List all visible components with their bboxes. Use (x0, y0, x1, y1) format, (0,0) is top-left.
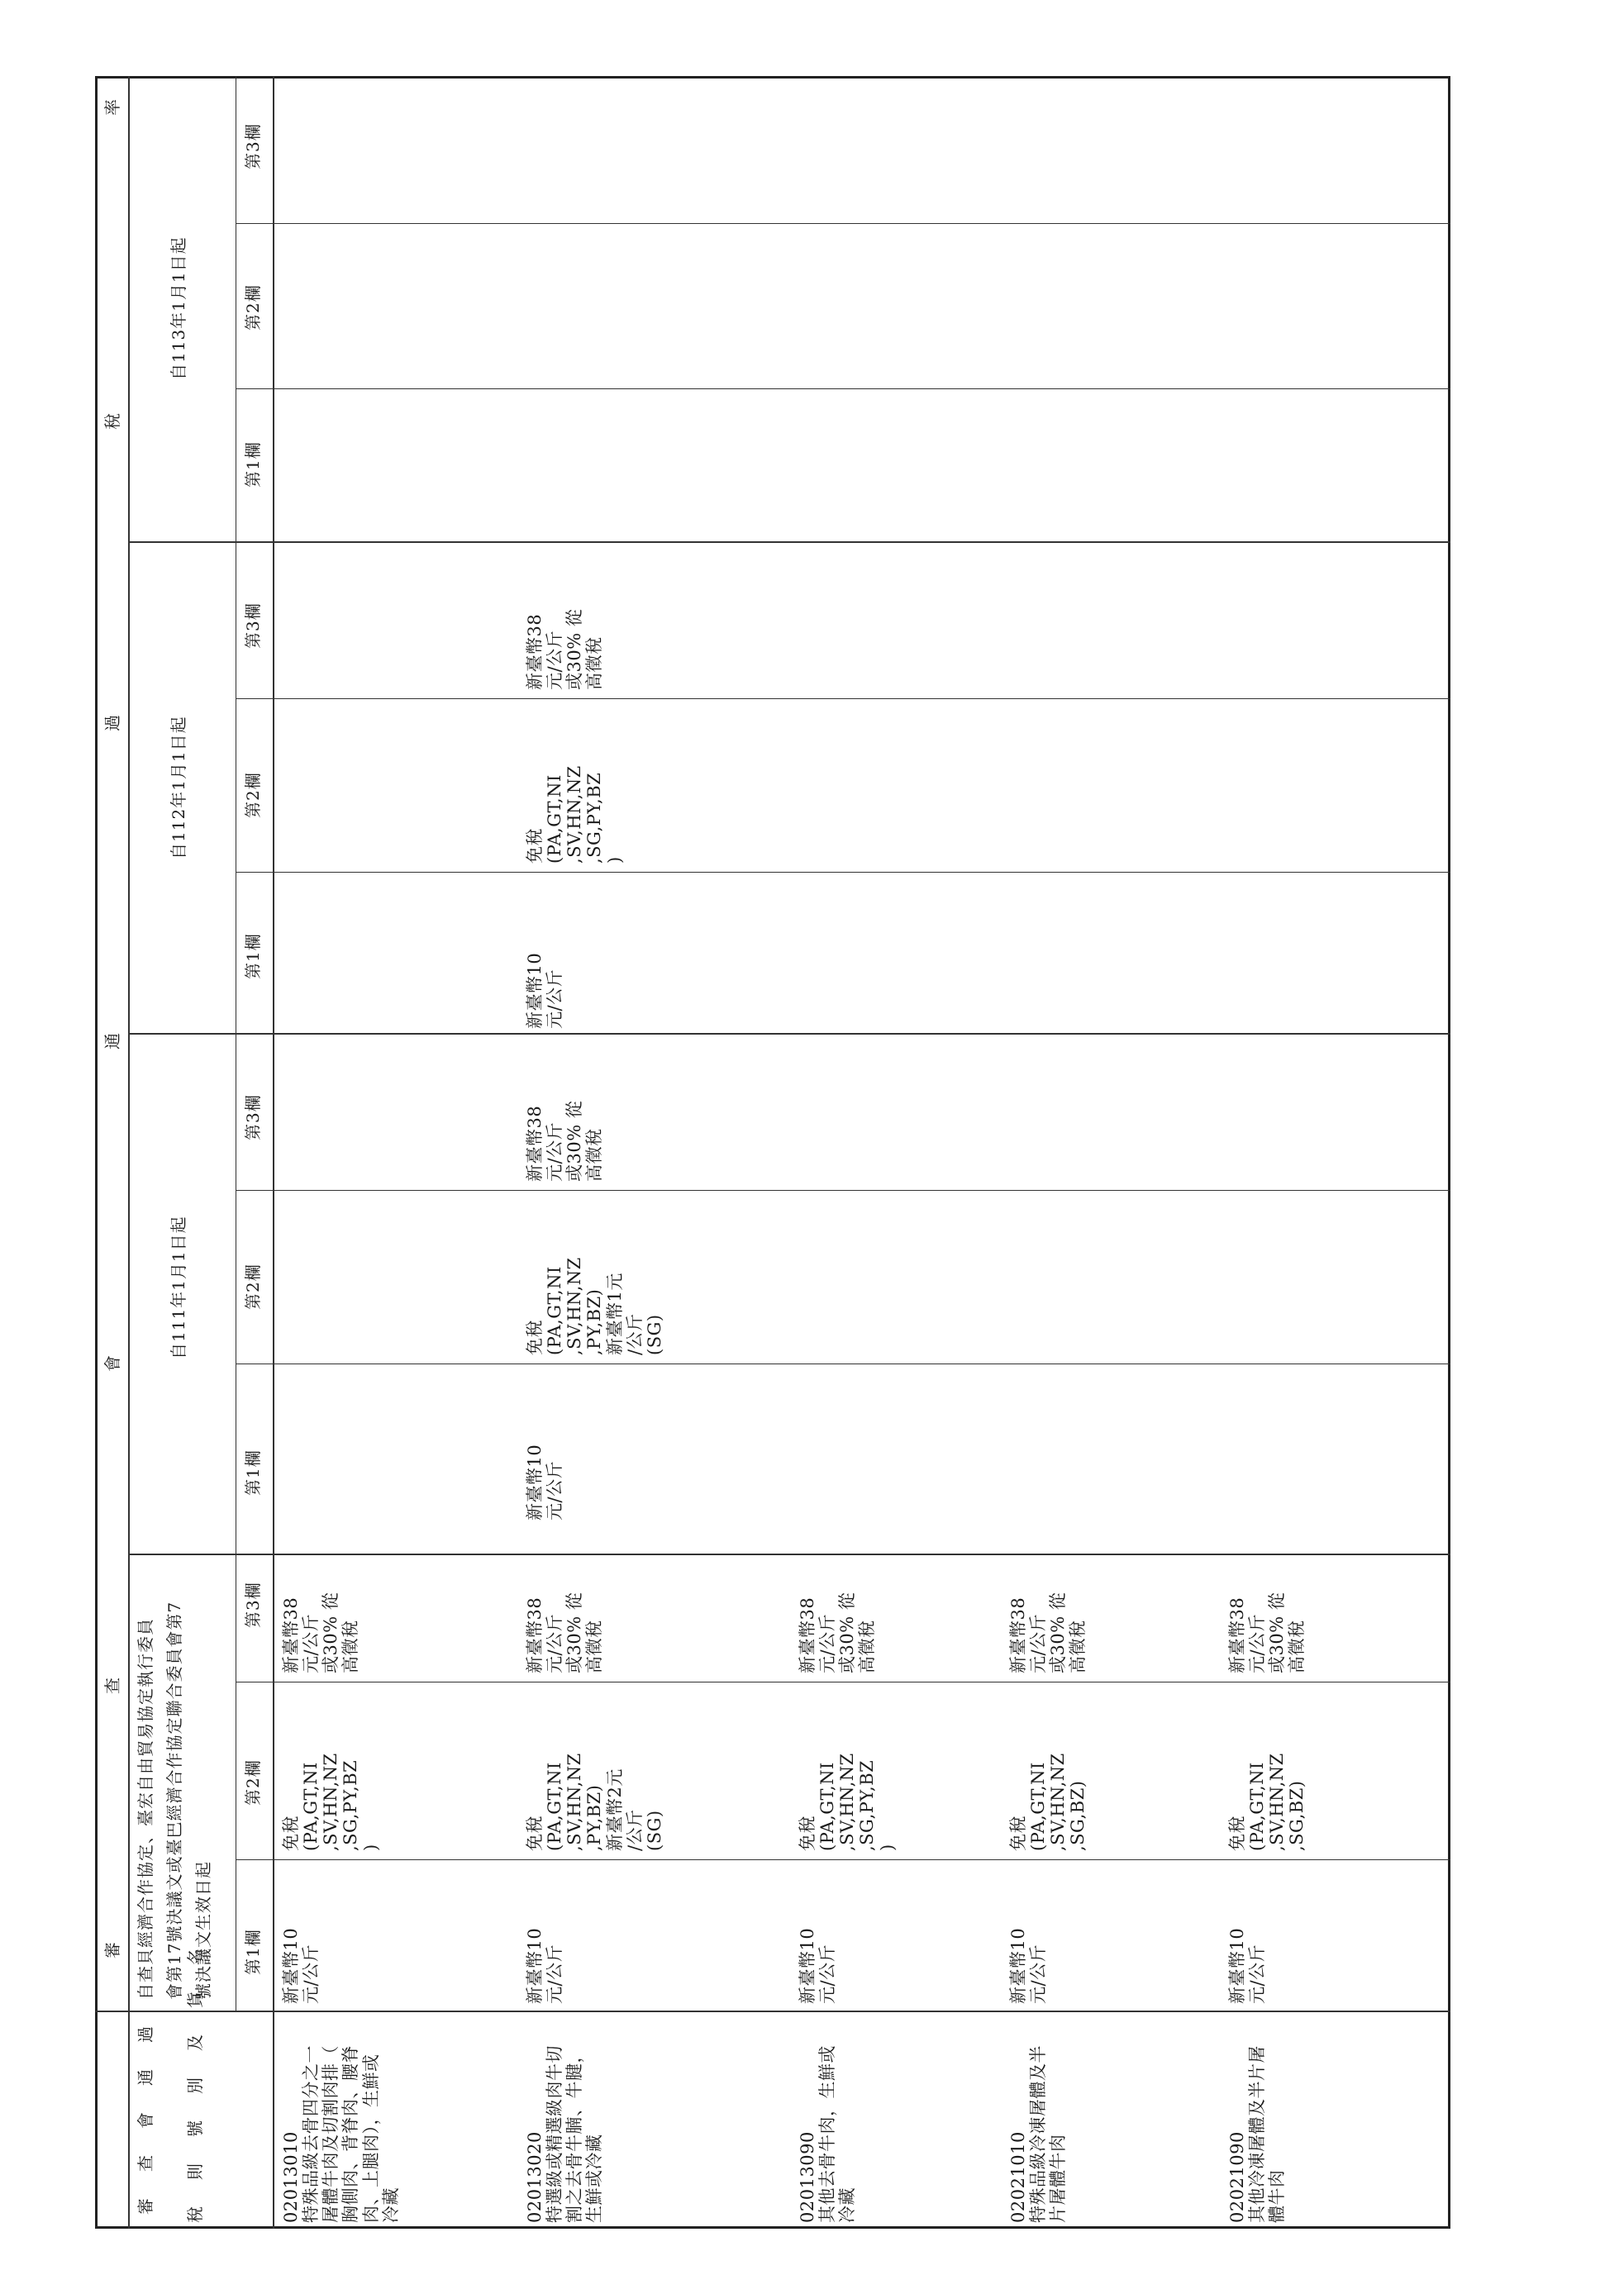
row5-g1c3: 新臺幣38 元/公斤 或30% 從 高徵稅 (1227, 1592, 1307, 1673)
group-4-header: 自113年1月1日起 (169, 236, 188, 380)
g4-col3-label: 第3欄 (243, 123, 263, 169)
row3-g1c3: 新臺幣38 元/公斤 或30% 從 高徵稅 (798, 1592, 878, 1673)
group-3-header: 自112年1月1日起 (169, 716, 188, 859)
row2-g2c1: 新臺幣10 元/公斤 (525, 1444, 565, 1521)
row4-g1c2: 免稅 (PA,GT,NI ,SV,HN,NZ ,SG,BZ) (1008, 1753, 1088, 1851)
row2-g3c1: 新臺幣10 元/公斤 (525, 952, 565, 1029)
divider-column-band (273, 76, 274, 2229)
g3-col3-label: 第3欄 (243, 602, 263, 649)
group-2-header: 自111年1月1日起 (169, 1216, 188, 1359)
row2-g1c3: 新臺幣38 元/公斤 或30% 從 高徵稅 (525, 1592, 605, 1673)
row2-g2c3: 新臺幣38 元/公斤 或30% 從 高徵稅 (525, 1100, 605, 1182)
row2-g3c3: 新臺幣38 元/公斤 或30% 從 高徵稅 (525, 608, 605, 690)
row1-g1c1: 新臺幣10 元/公斤 (281, 1927, 321, 2004)
row2-g1c2: 免稅 (PA,GT,NI ,SV,HN,NZ ,PY,BZ) 新臺幣2元 /公斤 (SG) (525, 1753, 664, 1851)
row5-g1c1: 新臺幣10 元/公斤 (1227, 1927, 1268, 2004)
row5-product: 02021090 其他冷凍屠體及半片屠 體牛肉 (1227, 2045, 1288, 2223)
divider-g2-c2c3 (236, 1190, 1450, 1191)
row2-product: 02013020 特選級或精選級肉牛切 割之去骨牛腩、牛腱， 生鮮或冷藏 (525, 2045, 605, 2223)
row3-g1c2: 免稅 (PA,GT,NI ,SV,HN,NZ ,SG,PY,BZ ) (798, 1753, 898, 1851)
g1-col1-label: 第1欄 (243, 1929, 263, 1975)
g3-col2-label: 第2欄 (243, 772, 263, 818)
title-char-lv: 率 (102, 93, 122, 116)
title-char-shui: 稅 (102, 407, 122, 430)
g3-col1-label: 第1欄 (243, 933, 263, 979)
divider-g3-c2c3 (236, 698, 1450, 699)
product-header-line1: 審 查 會 通 過 (136, 2021, 155, 2215)
g2-col1-label: 第1欄 (243, 1449, 263, 1496)
g4-col1-label: 第1欄 (243, 441, 263, 488)
title-char-tong: 通 (102, 1026, 122, 1049)
divider-product-header (95, 2011, 1450, 2012)
g4-col2-label: 第2欄 (243, 284, 263, 331)
row5-g1c2: 免稅 (PA,GT,NI ,SV,HN,NZ ,SG,BZ) (1227, 1753, 1307, 1851)
row4-product: 02021010 特殊品級冷凍屠體及半 片屠體牛肉 (1008, 2045, 1069, 2223)
title-char-cha: 查 (102, 1671, 122, 1694)
row2-g1c1: 新臺幣10 元/公斤 (525, 1927, 565, 2004)
product-header-line2: 稅 則 號 別 及 貨 名 (185, 1944, 205, 2223)
title-char-shen: 審 (102, 1935, 122, 1958)
divider-g4-c1c2 (236, 388, 1450, 389)
divider-g4-c2c3 (236, 223, 1450, 224)
row3-g1c1: 新臺幣10 元/公斤 (798, 1927, 838, 2004)
g2-col2-label: 第2欄 (243, 1264, 263, 1310)
row2-g3c2: 免稅 (PA,GT,NI ,SV,HN,NZ ,SG,PY,BZ ) (525, 765, 625, 864)
g1-col3-label: 第3欄 (243, 1582, 263, 1628)
row1-g1c3: 新臺幣38 元/公斤 或30% 從 高徵稅 (281, 1592, 361, 1673)
divider-group-3-4 (128, 541, 1450, 543)
g2-col3-label: 第3欄 (243, 1094, 263, 1140)
divider-group-1-2 (128, 1554, 1450, 1555)
row1-product: 02013010 特殊品級去骨四分之一 屠體牛肉及切割肉排（ 胸側肉、背脊肉、腰脊 肉、上腿肉），生鮮或 冷藏 (281, 2045, 401, 2223)
divider-g3-c1c2 (236, 872, 1450, 873)
table-frame (95, 76, 1450, 2229)
row4-g1c1: 新臺幣10 元/公斤 (1008, 1927, 1049, 2004)
group-1-header-a: 自查貝經濟合作協定、臺宏自由貿易協定執行委員 (136, 1618, 155, 2000)
row3-product: 02013090 其他去骨牛肉，生鮮或 冷藏 (798, 2045, 858, 2223)
group-1-header-c: 號決議文生效日起 (193, 1861, 213, 2000)
divider-g1-c1c2 (236, 1859, 1450, 1860)
g1-col2-label: 第2欄 (243, 1759, 263, 1806)
row4-g1c3: 新臺幣38 元/公斤 或30% 從 高徵稅 (1008, 1592, 1088, 1673)
title-char-guo: 過 (102, 708, 122, 731)
divider-group-2-3 (128, 1033, 1450, 1035)
row2-g2c2: 免稅 (PA,GT,NI ,SV,HN,NZ ,PY,BZ) 新臺幣1元 /公斤 (SG) (525, 1257, 664, 1355)
title-char-hui: 會 (102, 1349, 122, 1372)
group-1-header-b: 會第17號決議文或臺巴經濟合作協定聯合委員會第7 (164, 1601, 184, 2000)
row1-g1c2: 免稅 (PA,GT,NI ,SV,HN,NZ ,SG,PY,BZ ) (281, 1753, 381, 1851)
divider-title-band (128, 76, 130, 2229)
